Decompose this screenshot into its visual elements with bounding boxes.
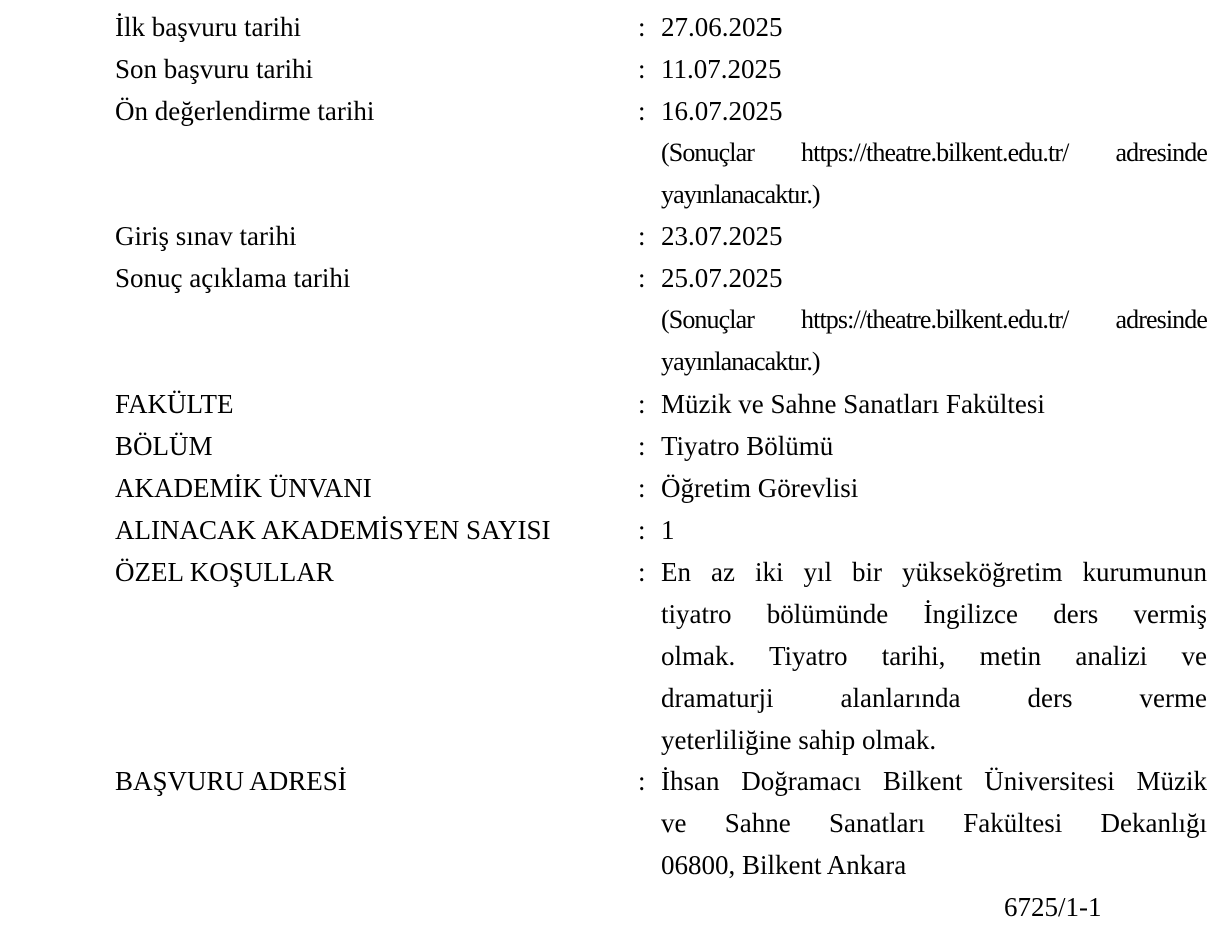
date-value: 25.07.2025 [661,263,783,293]
address-line: 06800, Bilkent Ankara [661,850,907,880]
row-colon: : [638,221,646,251]
row-colon: : [638,12,646,42]
date-value: 23.07.2025 [661,221,783,251]
department-value: Tiyatro Bölümü [661,431,834,461]
row-label: İlk başvuru tarihi [115,12,301,42]
results-note-continued: yayınlanacaktır.) [661,180,820,209]
date-value: 11.07.2025 [661,54,782,84]
results-note: (Sonuçlar https://theatre.bilkent.edu.tr/ adresinde [661,138,1207,167]
row-colon: : [638,766,646,796]
date-value: 27.06.2025 [661,12,783,42]
row-label: AKADEMİK ÜNVANI [115,473,372,503]
condition-text-line: dramaturji alanlarında ders verme [661,683,1207,713]
row-label: Ön değerlendirme tarihi [115,96,375,126]
row-value [661,90,1207,216]
row-value [661,215,1207,257]
results-note: (Sonuçlar https://theatre.bilkent.edu.tr/ adresinde [661,305,1207,334]
row-value [661,425,1207,467]
condition-text-line: yeterliliğine sahip olmak. [661,725,937,755]
condition-text-line: olmak. Tiyatro tarihi, metin analizi ve [661,641,1207,671]
condition-text-line: tiyatro bölümünde İngilizce ders vermiş [661,599,1207,629]
row-label: BAŞVURU ADRESİ [115,766,347,796]
row-label: BÖLÜM [115,431,213,461]
row-value [661,509,1207,551]
row-label: ÖZEL KOŞULLAR [115,557,334,587]
date-value: 16.07.2025 [661,96,783,126]
row-value [661,467,1207,509]
row-value [661,257,1207,383]
row-label: ALINACAK AKADEMİSYEN SAYISI [115,515,551,545]
row-value [661,48,1207,90]
position-count-value: 1 [661,515,675,545]
row-label: Giriş sınav tarihi [115,221,297,251]
row-label: Sonuç açıklama tarihi [115,263,351,293]
condition-text-line: En az iki yıl bir yükseköğretim kurumunun [661,557,1207,587]
row-value [661,6,1207,48]
row-colon: : [638,473,646,503]
faculty-value: Müzik ve Sahne Sanatları Fakültesi [661,389,1045,419]
row-colon: : [638,515,646,545]
page-number: 6725/1-1 [1004,892,1102,922]
row-colon: : [638,54,646,84]
address-line: ve Sahne Sanatları Fakültesi Dekanlığı [661,808,1207,838]
row-label: FAKÜLTE [115,389,234,419]
row-value [661,383,1207,425]
row-label: Son başvuru tarihi [115,54,313,84]
row-colon: : [638,557,646,587]
row-colon: : [638,96,646,126]
row-colon: : [638,263,646,293]
row-value [661,551,1207,761]
academic-title-value: Öğretim Görevlisi [661,473,859,503]
address-line: İhsan Doğramacı Bilkent Üniversitesi Müzik [661,766,1207,796]
row-colon: : [638,431,646,461]
results-note-continued: yayınlanacaktır.) [661,347,820,376]
row-value [661,760,1207,886]
row-colon: : [638,389,646,419]
